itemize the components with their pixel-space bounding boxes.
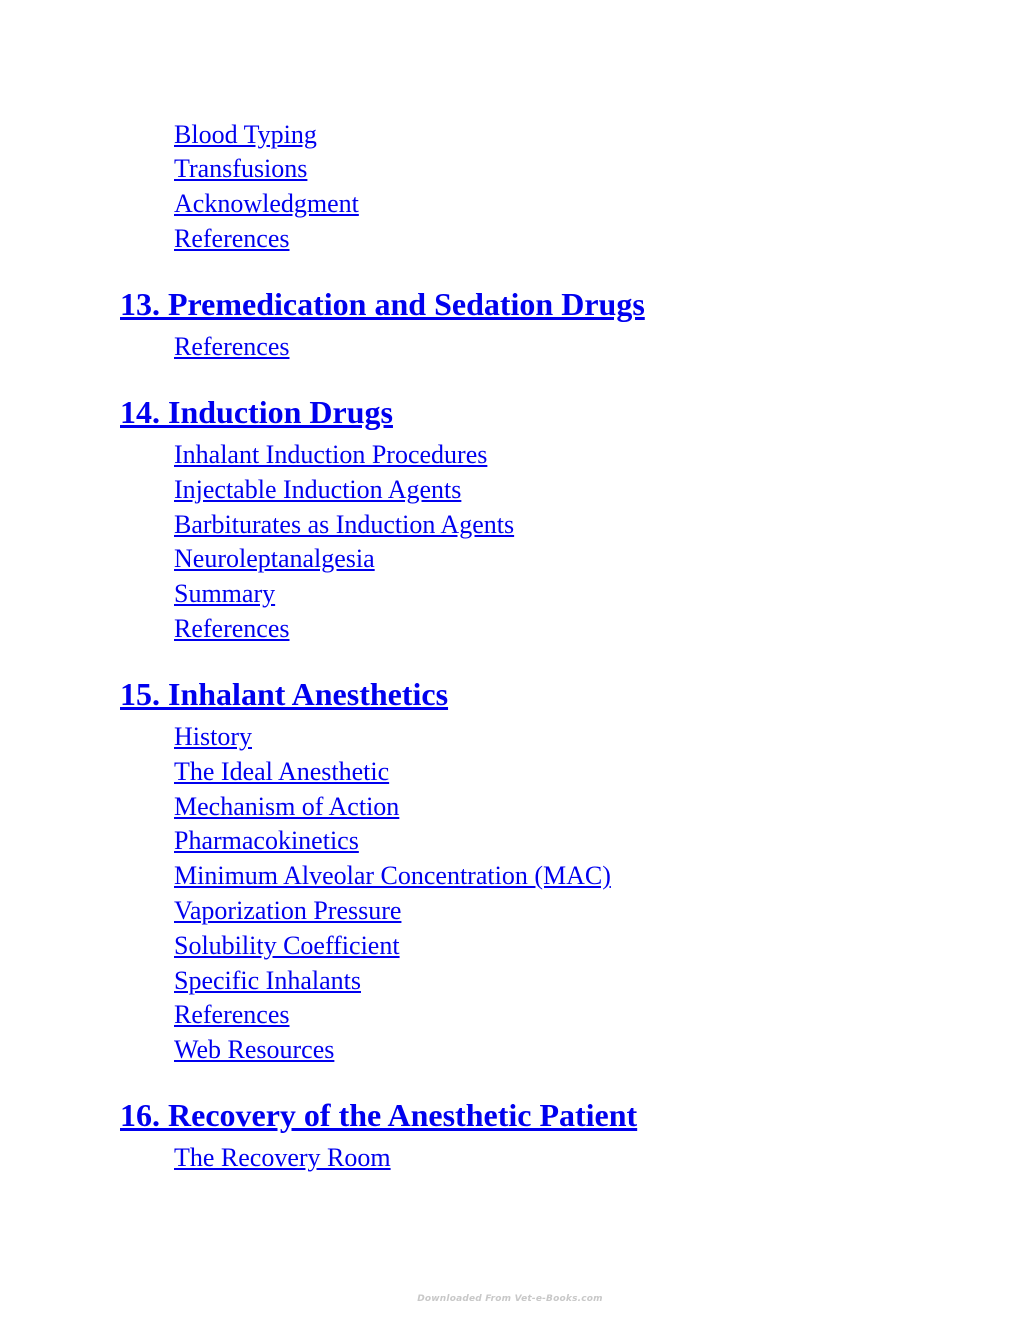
toc-link-summary[interactable]: Summary — [174, 579, 276, 608]
toc-link-acknowledgment[interactable]: Acknowledgment — [174, 189, 359, 218]
toc-link-neuroleptanalgesia[interactable]: Neuroleptanalgesia — [174, 544, 375, 573]
chapter-14-heading-link[interactable]: 14. Induction Drugs — [120, 394, 393, 430]
toc-link-barbiturates-as-induction-agents[interactable]: Barbiturates as Induction Agents — [174, 510, 515, 539]
toc-link-references[interactable]: References — [174, 1000, 290, 1029]
chapter-15-heading-link[interactable]: 15. Inhalant Anesthetics — [120, 676, 449, 712]
toc-link-history[interactable]: History — [174, 722, 252, 751]
chapter-16-heading-link[interactable]: 16. Recovery of the Anesthetic Patient — [120, 1097, 638, 1133]
toc-link-transfusions[interactable]: Transfusions — [174, 154, 308, 183]
toc-link-the-ideal-anesthetic[interactable]: The Ideal Anesthetic — [174, 757, 390, 786]
chapter-13-heading-link[interactable]: 13. Premedication and Sedation Drugs — [120, 286, 645, 322]
toc-link-inhalant-induction-procedures[interactable]: Inhalant Induction Procedures — [174, 440, 488, 469]
toc-link-vaporization-pressure[interactable]: Vaporization Pressure — [174, 896, 402, 925]
toc-link-references[interactable]: References — [174, 332, 290, 361]
toc-link-the-recovery-room[interactable]: The Recovery Room — [174, 1143, 391, 1172]
toc-link-references[interactable]: References — [174, 224, 290, 253]
toc-link-blood-typing[interactable]: Blood Typing — [174, 120, 317, 149]
toc-link-mechanism-of-action[interactable]: Mechanism of Action — [174, 792, 400, 821]
toc-link-pharmacokinetics[interactable]: Pharmacokinetics — [174, 826, 359, 855]
toc-link-web-resources[interactable]: Web Resources — [174, 1035, 335, 1064]
toc-link-solubility-coefficient[interactable]: Solubility Coefficient — [174, 931, 400, 960]
toc-link-references[interactable]: References — [174, 614, 290, 643]
download-watermark: Downloaded From Vet-e-Books.com — [417, 1294, 603, 1304]
toc-link-specific-inhalants[interactable]: Specific Inhalants — [174, 966, 361, 995]
toc-link-minimum-alveolar-concentration[interactable]: Minimum Alveolar Concentration (MAC) — [174, 861, 611, 890]
toc-link-injectable-induction-agents[interactable]: Injectable Induction Agents — [174, 475, 462, 504]
